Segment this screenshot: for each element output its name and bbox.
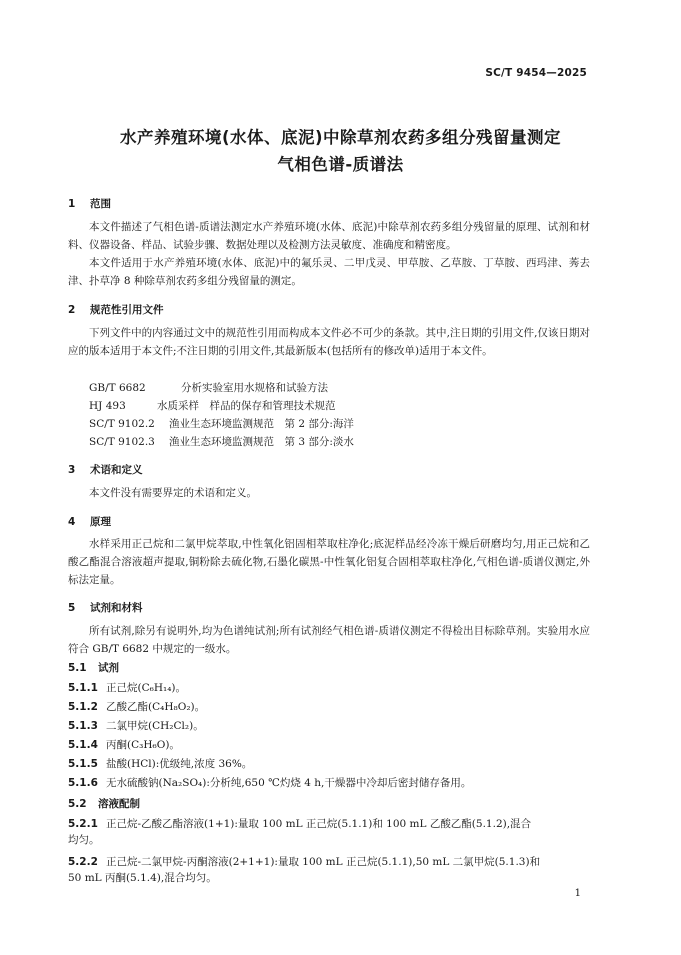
scope-paragraph-1: 本文件描述了气相色谱-质谱法测定水产养殖环境(水体、底泥)中除草剂农药多组分残留量的原理、试剂和材料、仪器设备、样品、试验步骤、数据处理以及检测方法灵敏度、准确度和精密度。 bbox=[68, 221, 590, 251]
reference-code: HJ 493 bbox=[89, 400, 126, 412]
reference-title: 渔业生态环境监测规范 第 3 部分:淡水 bbox=[169, 436, 354, 448]
section-3-heading bbox=[68, 462, 143, 477]
reference-item bbox=[89, 398, 336, 413]
item-text: 无水硫酸钠(Na₂SO₄):分析纯,650 ℃灼烧 4 h,干燥器中冷却后密封储存备用。 bbox=[106, 777, 472, 789]
section-title: 范围 bbox=[90, 198, 111, 210]
section-2-heading bbox=[68, 302, 164, 317]
reagent-item bbox=[68, 756, 252, 771]
subsection-number: 5.2 bbox=[68, 798, 87, 810]
reference-title: 水质采样 样品的保存和管理技术规范 bbox=[157, 400, 336, 412]
references-paragraph: 下列文件中的内容通过文中的规范性引用而构成本文件必不可少的条款。其中,注日期的引用文件,仅该日期对应的版本适用于本文件;不注日期的引用文件,其最新版本(包括所有的修改单)适用于本文件。 bbox=[68, 327, 590, 357]
item-text: 盐酸(HCl):优级纯,浓度 36%。 bbox=[106, 758, 253, 770]
item-number: 5.2.1 bbox=[68, 818, 98, 830]
item-number: 5.1.6 bbox=[68, 777, 98, 789]
reagent-item bbox=[68, 775, 471, 790]
section-4-heading bbox=[68, 514, 111, 529]
section-title: 术语和定义 bbox=[90, 464, 143, 476]
section-title: 试剂和材料 bbox=[90, 602, 143, 614]
item-number: 5.1.1 bbox=[68, 682, 98, 694]
section-number: 1 bbox=[68, 198, 76, 210]
section-number: 4 bbox=[68, 516, 76, 528]
document-title: 水产养殖环境(水体、底泥)中除草剂农药多组分残留量测定 bbox=[119, 128, 562, 147]
solution-item-5-2-2 bbox=[68, 854, 540, 869]
item-text: 二氯甲烷(CH₂Cl₂)。 bbox=[106, 720, 204, 732]
reference-title: 渔业生态环境监测规范 第 2 部分:海洋 bbox=[169, 418, 354, 430]
item-text: 正己烷-乙酸乙酯溶液(1+1):量取 100 mL 正己烷(5.1.1)和 100 mL 乙酸乙酯(5.1.2),混合 bbox=[106, 818, 532, 830]
reagents-paragraph: 所有试剂,除另有说明外,均为色谱纯试剂;所有试剂经气相色谱-质谱仪测定不得检出目标除草剂。实验用水应符合 GB/T 6682 中规定的一级水。 bbox=[68, 625, 590, 655]
reference-title: 分析实验室用水规格和试验方法 bbox=[181, 382, 328, 394]
item-text: 正己烷(C₆H₁₄)。 bbox=[106, 682, 187, 694]
item-number: 5.1.5 bbox=[68, 758, 98, 770]
solution-item-continuation: 50 mL 丙酮(5.1.4),混合均匀。 bbox=[68, 872, 217, 884]
item-number: 5.1.3 bbox=[68, 720, 98, 732]
reference-code: SC/T 9102.3 bbox=[89, 436, 155, 448]
subsection-number: 5.1 bbox=[68, 662, 87, 674]
subsection-title: 溶液配制 bbox=[98, 798, 140, 810]
section-number: 2 bbox=[68, 304, 76, 316]
reference-item bbox=[89, 434, 354, 449]
document-subtitle: 气相色谱-质谱法 bbox=[277, 155, 404, 174]
terms-paragraph: 本文件没有需要界定的术语和定义。 bbox=[89, 487, 257, 499]
section-title: 原理 bbox=[90, 516, 111, 528]
reference-code: SC/T 9102.2 bbox=[89, 418, 155, 430]
section-1-heading bbox=[68, 196, 111, 211]
subsection-5-2-heading bbox=[68, 796, 140, 811]
item-text: 丙酮(C₃H₆O)。 bbox=[106, 739, 180, 751]
item-text: 乙酸乙酯(C₄H₈O₂)。 bbox=[106, 701, 206, 713]
subsection-5-1-heading bbox=[68, 660, 119, 675]
scope-paragraph-2: 本文件适用于水产养殖环境(水体、底泥)中的氟乐灵、二甲戊灵、甲草胺、乙草胺、丁草胺、西玛津、莠去津、扑草净 8 种除草剂农药多组分残留量的测定。 bbox=[68, 257, 590, 287]
item-text: 正己烷-二氯甲烷-丙酮溶液(2+1+1):量取 100 mL 正己烷(5.1.1),50 mL 二氯甲烷(5.1.3)和 bbox=[106, 856, 541, 868]
standard-code: SC/T 9454—2025 bbox=[485, 67, 587, 79]
principle-paragraph: 水样采用正己烷和二氯甲烷萃取,中性氧化铝固相萃取柱净化;底泥样品经冷冻干燥后研磨均匀,用正己烷和乙酸乙酯混合溶液超声提取,铜粉除去硫化物,石墨化碳黑-中性氧化铝复合固相萃取柱净化,气相色谱-质谱仪测定,外标法定量。 bbox=[68, 538, 590, 586]
item-number: 5.1.4 bbox=[68, 739, 98, 751]
section-number: 3 bbox=[68, 464, 76, 476]
reagent-item bbox=[68, 699, 205, 714]
reference-item bbox=[89, 416, 354, 431]
solution-item-continuation: 均匀。 bbox=[68, 834, 100, 846]
subsection-title: 试剂 bbox=[98, 662, 119, 674]
reference-item bbox=[89, 380, 328, 395]
section-title: 规范性引用文件 bbox=[90, 304, 164, 316]
item-number: 5.2.2 bbox=[68, 856, 98, 868]
reference-code: GB/T 6682 bbox=[89, 382, 146, 394]
page-number: 1 bbox=[574, 888, 581, 899]
section-number: 5 bbox=[68, 602, 76, 614]
section-5-heading bbox=[68, 600, 143, 615]
item-number: 5.1.2 bbox=[68, 701, 98, 713]
reagent-item bbox=[68, 718, 204, 733]
solution-item-5-2-1 bbox=[68, 816, 531, 831]
reagent-item bbox=[68, 737, 180, 752]
reagent-item bbox=[68, 680, 186, 695]
